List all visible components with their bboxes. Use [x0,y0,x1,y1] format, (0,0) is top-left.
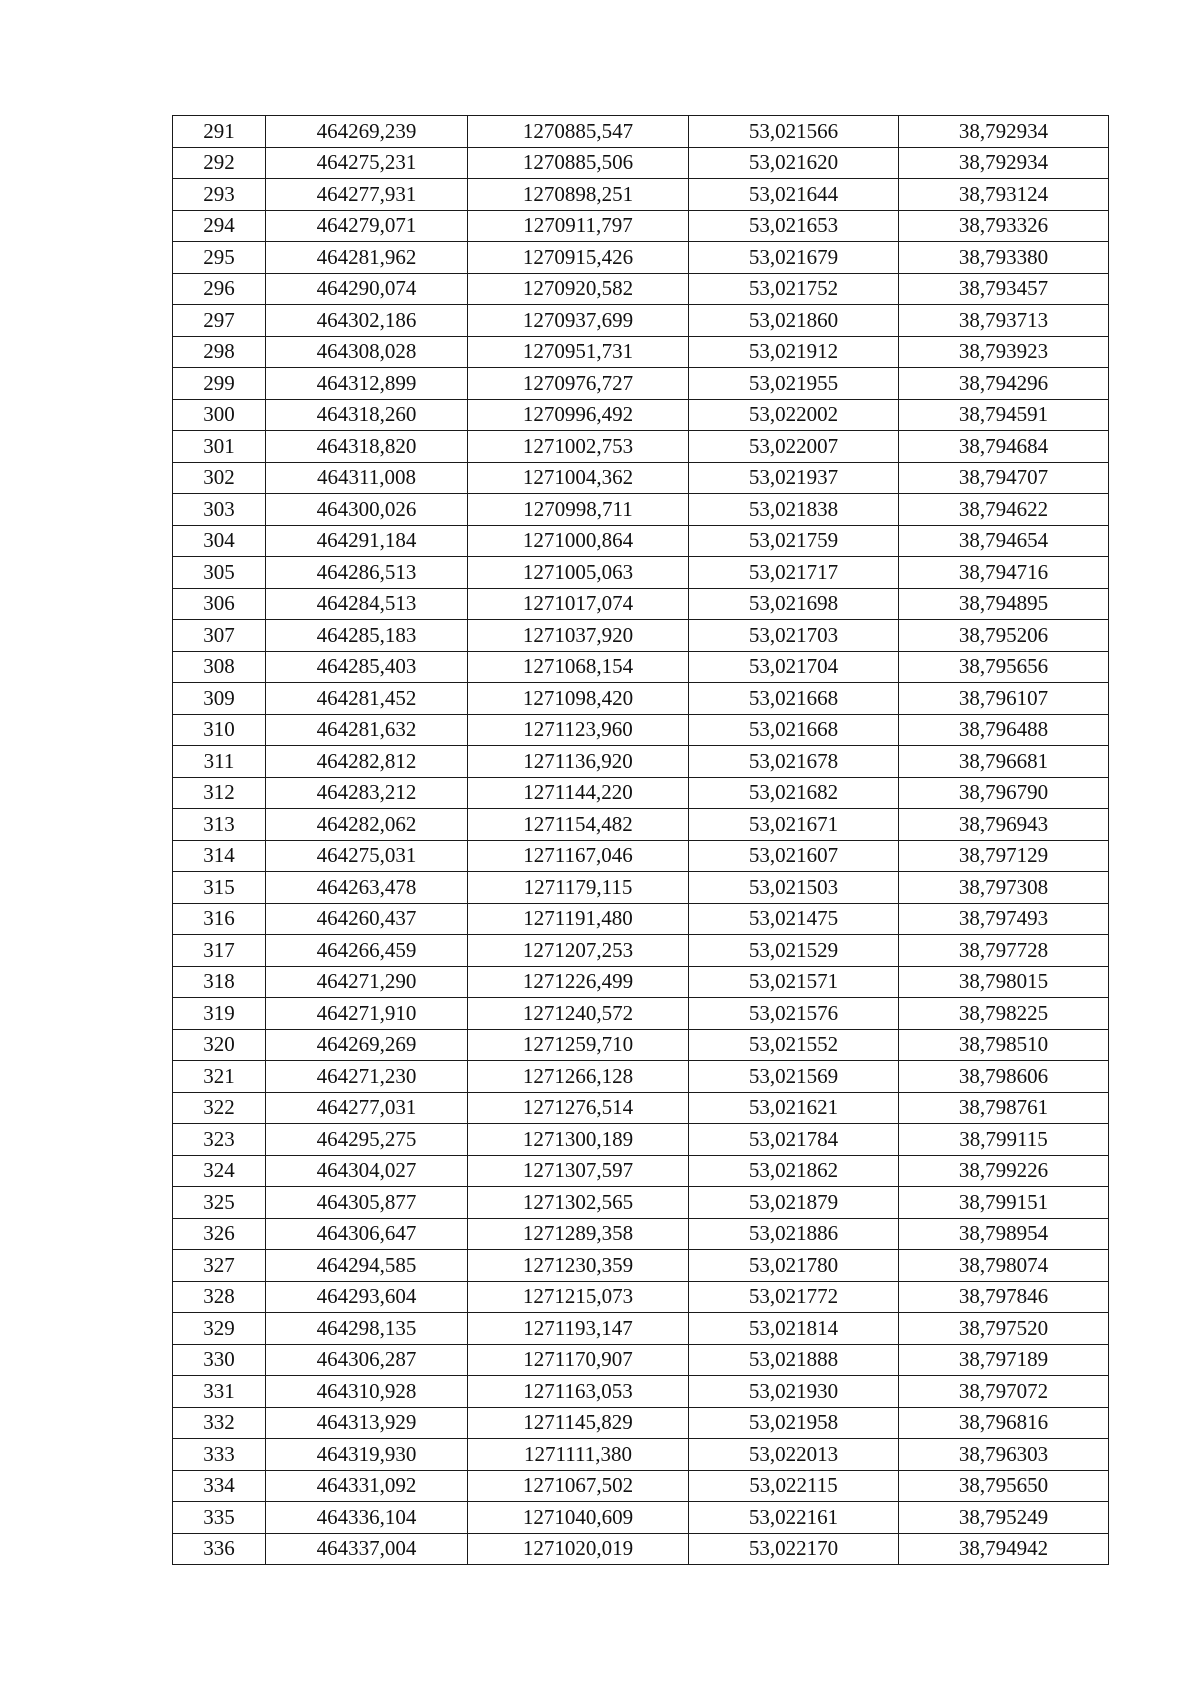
coordinate-table [172,115,1109,1565]
table-row [173,210,1109,242]
point-number-cell: 301 [173,431,266,463]
longitude-cell: 38,795656 [899,651,1109,683]
y-coordinate-cell: 1270996,492 [468,399,689,431]
table-row [173,1281,1109,1313]
point-number-cell: 312 [173,777,266,809]
longitude-cell: 38,798606 [899,1061,1109,1093]
point-number-cell: 299 [173,368,266,400]
y-coordinate-cell: 1271207,253 [468,935,689,967]
point-number-cell: 327 [173,1250,266,1282]
latitude-cell: 53,021678 [689,746,899,778]
point-number-cell: 334 [173,1470,266,1502]
point-number-cell: 318 [173,966,266,998]
table-row [173,1029,1109,1061]
longitude-cell: 38,794296 [899,368,1109,400]
longitude-cell: 38,794622 [899,494,1109,526]
y-coordinate-cell: 1270920,582 [468,273,689,305]
table-row [173,1313,1109,1345]
y-coordinate-cell: 1271259,710 [468,1029,689,1061]
point-number-cell: 324 [173,1155,266,1187]
latitude-cell: 53,021668 [689,714,899,746]
x-coordinate-cell: 464285,403 [266,651,468,683]
longitude-cell: 38,792934 [899,116,1109,148]
latitude-cell: 53,022002 [689,399,899,431]
table-row [173,903,1109,935]
longitude-cell: 38,796303 [899,1439,1109,1471]
y-coordinate-cell: 1271230,359 [468,1250,689,1282]
point-number-cell: 313 [173,809,266,841]
longitude-cell: 38,798074 [899,1250,1109,1282]
y-coordinate-cell: 1270915,426 [468,242,689,274]
point-number-cell: 305 [173,557,266,589]
point-number-cell: 292 [173,147,266,179]
y-coordinate-cell: 1270885,506 [468,147,689,179]
latitude-cell: 53,021958 [689,1407,899,1439]
point-number-cell: 332 [173,1407,266,1439]
table-row [173,1533,1109,1565]
y-coordinate-cell: 1271005,063 [468,557,689,589]
table-row [173,1502,1109,1534]
x-coordinate-cell: 464275,031 [266,840,468,872]
latitude-cell: 53,021552 [689,1029,899,1061]
latitude-cell: 53,022007 [689,431,899,463]
longitude-cell: 38,799226 [899,1155,1109,1187]
longitude-cell: 38,797520 [899,1313,1109,1345]
latitude-cell: 53,021838 [689,494,899,526]
table-row [173,494,1109,526]
x-coordinate-cell: 464318,820 [266,431,468,463]
point-number-cell: 294 [173,210,266,242]
x-coordinate-cell: 464275,231 [266,147,468,179]
x-coordinate-cell: 464284,513 [266,588,468,620]
table-row [173,809,1109,841]
point-number-cell: 319 [173,998,266,1030]
point-number-cell: 314 [173,840,266,872]
x-coordinate-cell: 464300,026 [266,494,468,526]
latitude-cell: 53,021860 [689,305,899,337]
latitude-cell: 53,021644 [689,179,899,211]
x-coordinate-cell: 464281,632 [266,714,468,746]
longitude-cell: 38,799115 [899,1124,1109,1156]
y-coordinate-cell: 1271067,502 [468,1470,689,1502]
point-number-cell: 307 [173,620,266,652]
longitude-cell: 38,795249 [899,1502,1109,1534]
x-coordinate-cell: 464336,104 [266,1502,468,1534]
point-number-cell: 303 [173,494,266,526]
table-row [173,273,1109,305]
table-row [173,1344,1109,1376]
x-coordinate-cell: 464313,929 [266,1407,468,1439]
y-coordinate-cell: 1271266,128 [468,1061,689,1093]
y-coordinate-cell: 1270885,547 [468,116,689,148]
longitude-cell: 38,796107 [899,683,1109,715]
table-row [173,368,1109,400]
point-number-cell: 306 [173,588,266,620]
y-coordinate-cell: 1271307,597 [468,1155,689,1187]
x-coordinate-cell: 464311,008 [266,462,468,494]
point-number-cell: 329 [173,1313,266,1345]
latitude-cell: 53,022170 [689,1533,899,1565]
table-row [173,179,1109,211]
point-number-cell: 310 [173,714,266,746]
latitude-cell: 53,021759 [689,525,899,557]
x-coordinate-cell: 464260,437 [266,903,468,935]
table-row [173,1155,1109,1187]
y-coordinate-cell: 1271193,147 [468,1313,689,1345]
table-row [173,683,1109,715]
point-number-cell: 326 [173,1218,266,1250]
table-row [173,462,1109,494]
x-coordinate-cell: 464279,071 [266,210,468,242]
latitude-cell: 53,021698 [689,588,899,620]
longitude-cell: 38,794716 [899,557,1109,589]
y-coordinate-cell: 1271300,189 [468,1124,689,1156]
point-number-cell: 330 [173,1344,266,1376]
latitude-cell: 53,021503 [689,872,899,904]
y-coordinate-cell: 1271000,864 [468,525,689,557]
y-coordinate-cell: 1271002,753 [468,431,689,463]
latitude-cell: 53,021607 [689,840,899,872]
x-coordinate-cell: 464308,028 [266,336,468,368]
latitude-cell: 53,021475 [689,903,899,935]
longitude-cell: 38,795650 [899,1470,1109,1502]
table-row [173,1218,1109,1250]
table-row [173,1092,1109,1124]
longitude-cell: 38,793380 [899,242,1109,274]
y-coordinate-cell: 1271145,829 [468,1407,689,1439]
longitude-cell: 38,792934 [899,147,1109,179]
point-number-cell: 309 [173,683,266,715]
table-row [173,998,1109,1030]
x-coordinate-cell: 464281,962 [266,242,468,274]
x-coordinate-cell: 464318,260 [266,399,468,431]
longitude-cell: 38,797308 [899,872,1109,904]
point-number-cell: 304 [173,525,266,557]
x-coordinate-cell: 464277,931 [266,179,468,211]
x-coordinate-cell: 464271,230 [266,1061,468,1093]
latitude-cell: 53,021784 [689,1124,899,1156]
point-number-cell: 321 [173,1061,266,1093]
point-number-cell: 333 [173,1439,266,1471]
table-row [173,431,1109,463]
table-row [173,1439,1109,1471]
table-row [173,714,1109,746]
coordinate-table-body [173,116,1109,1565]
table-row [173,1061,1109,1093]
point-number-cell: 308 [173,651,266,683]
latitude-cell: 53,021682 [689,777,899,809]
longitude-cell: 38,794707 [899,462,1109,494]
latitude-cell: 53,021814 [689,1313,899,1345]
y-coordinate-cell: 1271037,920 [468,620,689,652]
latitude-cell: 53,021653 [689,210,899,242]
x-coordinate-cell: 464283,212 [266,777,468,809]
table-row [173,305,1109,337]
latitude-cell: 53,021621 [689,1092,899,1124]
table-row [173,525,1109,557]
latitude-cell: 53,021717 [689,557,899,589]
y-coordinate-cell: 1271123,960 [468,714,689,746]
latitude-cell: 53,021671 [689,809,899,841]
longitude-cell: 38,798225 [899,998,1109,1030]
y-coordinate-cell: 1271215,073 [468,1281,689,1313]
table-row [173,557,1109,589]
longitude-cell: 38,798510 [899,1029,1109,1061]
y-coordinate-cell: 1271170,907 [468,1344,689,1376]
x-coordinate-cell: 464337,004 [266,1533,468,1565]
longitude-cell: 38,797493 [899,903,1109,935]
table-row [173,966,1109,998]
longitude-cell: 38,798761 [899,1092,1109,1124]
longitude-cell: 38,796681 [899,746,1109,778]
longitude-cell: 38,798015 [899,966,1109,998]
table-row [173,1124,1109,1156]
table-row [173,242,1109,274]
latitude-cell: 53,022013 [689,1439,899,1471]
table-row [173,1407,1109,1439]
point-number-cell: 331 [173,1376,266,1408]
longitude-cell: 38,794942 [899,1533,1109,1565]
latitude-cell: 53,021668 [689,683,899,715]
x-coordinate-cell: 464302,186 [266,305,468,337]
table-row [173,777,1109,809]
point-number-cell: 328 [173,1281,266,1313]
latitude-cell: 53,021772 [689,1281,899,1313]
x-coordinate-cell: 464294,585 [266,1250,468,1282]
point-number-cell: 296 [173,273,266,305]
table-row [173,116,1109,148]
x-coordinate-cell: 464286,513 [266,557,468,589]
y-coordinate-cell: 1271040,609 [468,1502,689,1534]
x-coordinate-cell: 464291,184 [266,525,468,557]
longitude-cell: 38,795206 [899,620,1109,652]
table-row [173,588,1109,620]
y-coordinate-cell: 1271163,053 [468,1376,689,1408]
latitude-cell: 53,021752 [689,273,899,305]
latitude-cell: 53,021955 [689,368,899,400]
y-coordinate-cell: 1270911,797 [468,210,689,242]
point-number-cell: 297 [173,305,266,337]
point-number-cell: 317 [173,935,266,967]
longitude-cell: 38,797072 [899,1376,1109,1408]
x-coordinate-cell: 464312,899 [266,368,468,400]
latitude-cell: 53,021886 [689,1218,899,1250]
point-number-cell: 315 [173,872,266,904]
point-number-cell: 311 [173,746,266,778]
x-coordinate-cell: 464271,910 [266,998,468,1030]
y-coordinate-cell: 1271144,220 [468,777,689,809]
y-coordinate-cell: 1271017,074 [468,588,689,620]
longitude-cell: 38,793923 [899,336,1109,368]
y-coordinate-cell: 1270998,711 [468,494,689,526]
x-coordinate-cell: 464305,877 [266,1187,468,1219]
y-coordinate-cell: 1271004,362 [468,462,689,494]
longitude-cell: 38,797129 [899,840,1109,872]
longitude-cell: 38,794591 [899,399,1109,431]
point-number-cell: 335 [173,1502,266,1534]
latitude-cell: 53,022161 [689,1502,899,1534]
longitude-cell: 38,793457 [899,273,1109,305]
x-coordinate-cell: 464331,092 [266,1470,468,1502]
x-coordinate-cell: 464290,074 [266,273,468,305]
y-coordinate-cell: 1271111,380 [468,1439,689,1471]
table-row [173,1187,1109,1219]
x-coordinate-cell: 464282,062 [266,809,468,841]
latitude-cell: 53,021862 [689,1155,899,1187]
latitude-cell: 53,021620 [689,147,899,179]
point-number-cell: 298 [173,336,266,368]
table-row [173,746,1109,778]
longitude-cell: 38,794684 [899,431,1109,463]
y-coordinate-cell: 1270937,699 [468,305,689,337]
latitude-cell: 53,021888 [689,1344,899,1376]
point-number-cell: 291 [173,116,266,148]
longitude-cell: 38,794895 [899,588,1109,620]
point-number-cell: 302 [173,462,266,494]
y-coordinate-cell: 1271098,420 [468,683,689,715]
x-coordinate-cell: 464269,269 [266,1029,468,1061]
longitude-cell: 38,796943 [899,809,1109,841]
latitude-cell: 53,022115 [689,1470,899,1502]
x-coordinate-cell: 464295,275 [266,1124,468,1156]
table-row [173,399,1109,431]
table-row [173,1250,1109,1282]
x-coordinate-cell: 464306,647 [266,1218,468,1250]
y-coordinate-cell: 1271276,514 [468,1092,689,1124]
table-row [173,147,1109,179]
y-coordinate-cell: 1271191,480 [468,903,689,935]
x-coordinate-cell: 464281,452 [266,683,468,715]
y-coordinate-cell: 1271302,565 [468,1187,689,1219]
x-coordinate-cell: 464319,930 [266,1439,468,1471]
table-row [173,935,1109,967]
longitude-cell: 38,793326 [899,210,1109,242]
latitude-cell: 53,021912 [689,336,899,368]
x-coordinate-cell: 464282,812 [266,746,468,778]
table-row [173,651,1109,683]
y-coordinate-cell: 1271240,572 [468,998,689,1030]
y-coordinate-cell: 1270976,727 [468,368,689,400]
y-coordinate-cell: 1271289,358 [468,1218,689,1250]
y-coordinate-cell: 1270951,731 [468,336,689,368]
point-number-cell: 323 [173,1124,266,1156]
longitude-cell: 38,797846 [899,1281,1109,1313]
latitude-cell: 53,021879 [689,1187,899,1219]
longitude-cell: 38,796790 [899,777,1109,809]
y-coordinate-cell: 1271167,046 [468,840,689,872]
y-coordinate-cell: 1270898,251 [468,179,689,211]
longitude-cell: 38,793124 [899,179,1109,211]
x-coordinate-cell: 464266,459 [266,935,468,967]
y-coordinate-cell: 1271154,482 [468,809,689,841]
longitude-cell: 38,796816 [899,1407,1109,1439]
latitude-cell: 53,021679 [689,242,899,274]
x-coordinate-cell: 464277,031 [266,1092,468,1124]
table-row [173,1470,1109,1502]
longitude-cell: 38,793713 [899,305,1109,337]
longitude-cell: 38,794654 [899,525,1109,557]
table-row [173,1376,1109,1408]
latitude-cell: 53,021576 [689,998,899,1030]
longitude-cell: 38,799151 [899,1187,1109,1219]
table-row [173,620,1109,652]
y-coordinate-cell: 1271068,154 [468,651,689,683]
table-row [173,336,1109,368]
x-coordinate-cell: 464285,183 [266,620,468,652]
latitude-cell: 53,021780 [689,1250,899,1282]
point-number-cell: 325 [173,1187,266,1219]
table-row [173,840,1109,872]
latitude-cell: 53,021930 [689,1376,899,1408]
longitude-cell: 38,797728 [899,935,1109,967]
point-number-cell: 293 [173,179,266,211]
point-number-cell: 322 [173,1092,266,1124]
longitude-cell: 38,798954 [899,1218,1109,1250]
latitude-cell: 53,021704 [689,651,899,683]
latitude-cell: 53,021937 [689,462,899,494]
x-coordinate-cell: 464271,290 [266,966,468,998]
point-number-cell: 300 [173,399,266,431]
latitude-cell: 53,021571 [689,966,899,998]
x-coordinate-cell: 464263,478 [266,872,468,904]
table-row [173,872,1109,904]
point-number-cell: 316 [173,903,266,935]
longitude-cell: 38,796488 [899,714,1109,746]
latitude-cell: 53,021569 [689,1061,899,1093]
x-coordinate-cell: 464298,135 [266,1313,468,1345]
x-coordinate-cell: 464269,239 [266,116,468,148]
point-number-cell: 320 [173,1029,266,1061]
y-coordinate-cell: 1271226,499 [468,966,689,998]
x-coordinate-cell: 464293,604 [266,1281,468,1313]
latitude-cell: 53,021703 [689,620,899,652]
latitude-cell: 53,021566 [689,116,899,148]
y-coordinate-cell: 1271136,920 [468,746,689,778]
longitude-cell: 38,797189 [899,1344,1109,1376]
point-number-cell: 295 [173,242,266,274]
y-coordinate-cell: 1271020,019 [468,1533,689,1565]
point-number-cell: 336 [173,1533,266,1565]
x-coordinate-cell: 464306,287 [266,1344,468,1376]
y-coordinate-cell: 1271179,115 [468,872,689,904]
x-coordinate-cell: 464310,928 [266,1376,468,1408]
latitude-cell: 53,021529 [689,935,899,967]
x-coordinate-cell: 464304,027 [266,1155,468,1187]
